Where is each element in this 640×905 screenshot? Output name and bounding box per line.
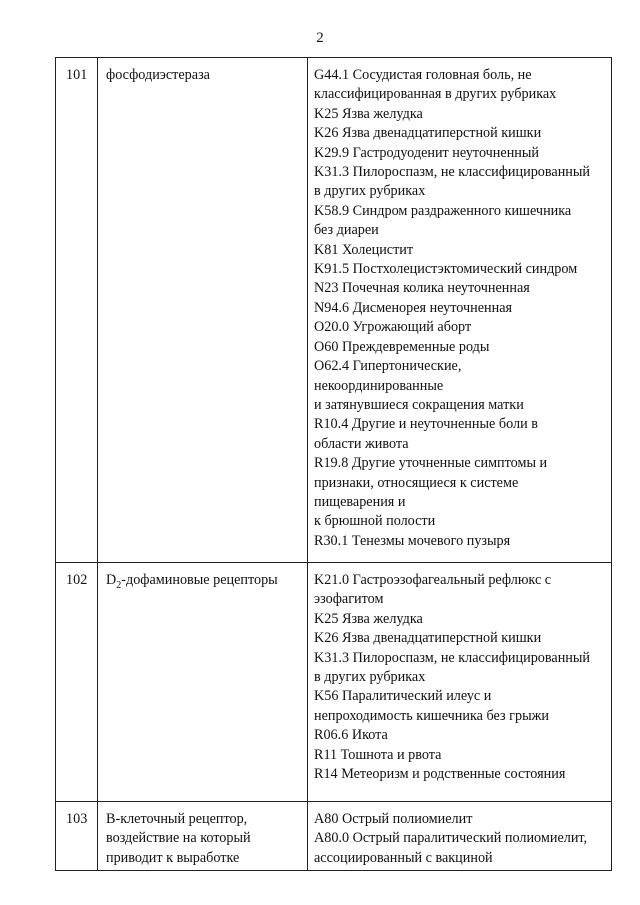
diagnosis-list: [308, 563, 612, 802]
diagnosis-line: непроходимость кишечника без грыжи: [314, 707, 549, 724]
diagnosis-line: K31.3 Пилороспазм, не классифицированный: [314, 649, 591, 666]
target-name-line: [106, 571, 301, 595]
diagnosis-line: R10.4 Другие и неуточненные боли в: [314, 416, 538, 433]
diagnosis-line: признаки, относящиеся к системе: [314, 474, 519, 491]
table-row: [56, 58, 612, 563]
diagnosis-line: K31.3 Пилороспазм, не классифицированный: [314, 164, 591, 181]
target-name-subscript: 2: [116, 579, 122, 591]
diagnosis-line: K91.5 Постхолецистэктомический синдром: [314, 261, 578, 278]
diagnosis-line: N23 Почечная колика неуточненная: [314, 280, 530, 297]
table-row: [56, 563, 612, 802]
diagnosis-line: области живота: [314, 435, 409, 452]
diagnosis-line: без диареи: [314, 222, 379, 239]
diagnosis-line: K25 Язва желудка: [314, 610, 423, 627]
diagnosis-line: в других рубриках: [314, 183, 426, 200]
diagnosis-line: O62.4 Гипертонические,: [314, 358, 462, 375]
diagnosis-line: K21.0 Гастроэзофагеальный рефлюкс с: [314, 572, 552, 588]
diagnosis-line: K25 Язва желудка: [314, 105, 423, 122]
diagnosis-line: G44.1 Сосудистая головная боль, не: [314, 67, 532, 83]
diagnosis-line: A80 Острый полиомиелит: [314, 811, 473, 827]
diagnosis-line: K26 Язва двенадцатиперстной кишки: [314, 125, 542, 142]
diagnosis-line: O60 Преждевременные роды: [314, 338, 490, 355]
diagnosis-list: [308, 802, 612, 871]
diagnosis-line: R19.8 Другие уточненные симптомы и: [314, 455, 548, 472]
diagnosis-line: A80.0 Острый паралитический полиомиелит,: [314, 830, 588, 847]
diagnosis-line: K81 Холецистит: [314, 241, 414, 258]
row-number: 103: [56, 802, 98, 871]
row-number: 102: [56, 563, 98, 802]
target-name-line: воздействие на который: [106, 830, 251, 847]
table-row: [56, 802, 612, 871]
diagnosis-line: классифицированная в других рубриках: [314, 86, 557, 103]
diagnosis-line: K58.9 Синдром раздраженного кишечника: [314, 202, 572, 219]
target-name-line: B-клеточный рецептор,: [106, 811, 248, 827]
diagnosis-line: R11 Тошнота и рвота: [314, 746, 442, 763]
diagnosis-line: R06.6 Икота: [314, 727, 388, 744]
diagnosis-line: K29.9 Гастродуоденит неуточненный: [314, 144, 540, 161]
diagnosis-line: эзофагитом: [314, 591, 384, 608]
row-number: 101: [56, 58, 98, 563]
target-name-line: фосфодиэстераза: [106, 67, 210, 83]
target-name-rest: -дофаминовые рецепторы: [121, 572, 278, 588]
diagnosis-line: в других рубриках: [314, 669, 426, 686]
diagnosis-line: ассоциированный с вакциной: [314, 849, 493, 866]
target-name-line: приводит к выработке: [106, 849, 240, 866]
diagnosis-line: некоординированные: [314, 377, 444, 394]
diagnosis-line: R30.1 Тенезмы мочевого пузыря: [314, 532, 511, 549]
diagnosis-line: K56 Паралитический илеус и: [314, 688, 492, 705]
diagnosis-line: пищеварения и: [314, 493, 406, 510]
target-name: [98, 563, 308, 802]
target-name: [98, 802, 308, 871]
diagnosis-list: [308, 58, 612, 563]
page-number: 2: [316, 30, 324, 46]
target-name-prefix: D: [106, 572, 117, 588]
receptor-diagnosis-table: [55, 57, 612, 871]
diagnosis-line: и затянувшиеся сокращения матки: [314, 396, 524, 413]
target-name: [98, 58, 308, 563]
diagnosis-line: N94.6 Дисменорея неуточненная: [314, 299, 513, 316]
diagnosis-line: R14 Метеоризм и родственные состояния: [314, 766, 566, 783]
diagnosis-line: O20.0 Угрожающий аборт: [314, 319, 472, 336]
diagnosis-line: к брюшной полости: [314, 513, 436, 530]
diagnosis-line: K26 Язва двенадцатиперстной кишки: [314, 630, 542, 647]
